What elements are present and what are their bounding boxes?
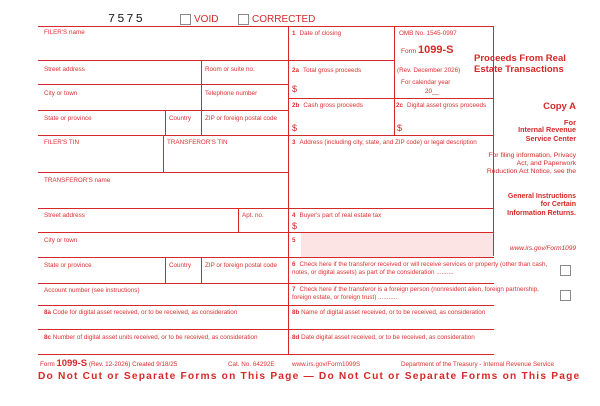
box2b-dollar: $ [292,123,298,133]
void-label: VOID [194,14,219,25]
box4-text: Buyer's part of real estate tax [299,212,382,219]
box2b-label [292,102,363,110]
state-label: State or province [44,115,92,122]
irs-url: www.irs.gov/Form1099 [509,245,576,252]
omb-form-name [401,44,453,56]
footer-cat: Cat. No. 64292E [228,361,275,368]
omb-form-id: 1099-S [417,44,454,56]
filer-name-label: FILER'S name [44,29,85,36]
box8b-label [292,309,485,317]
box2b-text: Cash gross proceeds [303,102,363,109]
box5-number: 5 [292,237,296,244]
box8a-number: 8a [44,309,52,316]
box4-dollar: $ [292,221,298,231]
for-label: For [563,118,576,127]
city2-label: City or town [44,237,78,244]
box8d-number: 8d [292,334,300,341]
general-instructions: General Instructions for Certain Information Returns. [507,193,576,217]
box8c-text: Number of digital asset units received, or to be received, as consideration [52,334,258,341]
omb-rev: (Rev. December 2026) [397,67,461,74]
box3-number: 3 [292,139,296,146]
footer-dept: Department of the Treasury - Internal Revenue Service [401,361,554,368]
transferor-name-label: TRANSFEROR'S name [44,177,111,184]
box1-label [292,30,341,38]
calendar-year-label: For calendar year [401,79,451,86]
footer-form-id: 1099-S [56,358,88,369]
box2a-dollar: $ [292,84,298,94]
room-label: Room or suite no. [205,66,255,73]
box6-number: 6 [292,261,296,268]
box8b-number: 8b [292,309,300,316]
apt-label: Apt. no. [242,212,264,219]
omb-form-word: Form [401,48,417,55]
footer-rev: (Rev. 12-2026) [88,361,131,368]
box6-checkbox[interactable] [560,265,571,276]
box2c-dollar: $ [397,123,403,133]
telephone-label: Telephone number [205,90,258,97]
box6-text: Check here if the transferor received or will receive services or property (other than cash, notes, or digital assets) as part of the consideration [292,261,548,276]
box8a-label [44,309,237,317]
box2c-text: Digital asset gross proceeds [407,102,487,109]
footer-form-name [40,358,177,369]
box3-text: Address (including city, state, and ZIP code) or legal description [299,139,477,146]
corrected-label: CORRECTED [252,14,316,25]
copy-a-label: Copy A [543,101,576,112]
street-label: Street address [44,66,85,73]
box2c-label [396,102,492,110]
box8b-text: Name of digital asset received, or to be received, as consideration [301,309,486,316]
form-title: Proceeds From Real Estate Transactions [474,53,566,75]
box7-dots: ........... [378,293,398,301]
box7-checkbox[interactable] [560,290,571,301]
box7-text: Check here if the transferor is a foreign person (nonresident alien, foreign partnership, foreign estate, or foreign trust) [292,286,539,301]
box2a-number: 2a [292,67,300,74]
zip2-label: ZIP or foreign postal code [205,262,277,269]
form-top-border [38,26,494,27]
calendar-year-value: 20__ [425,88,440,95]
footer-url: www.irs.gov/Form1099S [292,361,361,368]
do-not-cut-warning: Do Not Cut or Separate Forms on This Page — Do Not Cut or Separate Forms on This Page [38,371,581,382]
void-checkbox[interactable] [180,14,191,25]
box8d-text: Date digital asset received, or to be received, as consideration [301,334,475,341]
box4-label [292,212,381,220]
footer-form-word: Form [40,361,55,368]
box6-dots: .......... [436,268,454,276]
corrected-checkbox[interactable] [238,14,249,25]
box2a-text: Total gross proceeds [303,67,362,74]
box1-text: Date of closing [299,30,342,37]
filer-tin-label: FILER'S TIN [44,139,80,146]
omb-number: OMB No. 1545-0997 [399,30,457,37]
country-label: Country [169,115,192,122]
box2c-number: 2c [396,102,404,109]
footer-created: Created 9/18/25 [132,361,178,368]
box2a-label [292,67,361,75]
street2-label: Street address [44,212,85,219]
box5-label [292,237,300,245]
box8c-number: 8c [44,334,52,341]
box8a-text: Code for digital asset received, or to be received, as consideration [52,309,238,316]
box8c-label [44,334,258,342]
city-label: City or town [44,90,78,97]
box3-label [292,139,488,147]
box7-label [292,286,550,301]
box2b-number: 2b [292,102,300,109]
account-label: Account number (see instructions) [44,287,140,294]
irs-center: Internal Revenue Service Center [518,125,576,143]
state2-label: State or province [44,262,92,269]
transferor-tin-label: TRANSFEROR'S TIN [167,139,228,146]
form-number: 7575 [108,12,145,26]
country2-label: Country [169,262,192,269]
box7-number: 7 [292,286,296,293]
zip-label: ZIP or foreign postal code [205,115,277,122]
box6-label [292,261,550,276]
filing-info: For filing information, Privacy Act, and Paperwork Reduction Act Notice, see the [486,152,576,176]
box1-number: 1 [292,30,296,37]
box5-shaded [301,233,493,257]
box4-number: 4 [292,212,296,219]
box8d-label [292,334,475,342]
